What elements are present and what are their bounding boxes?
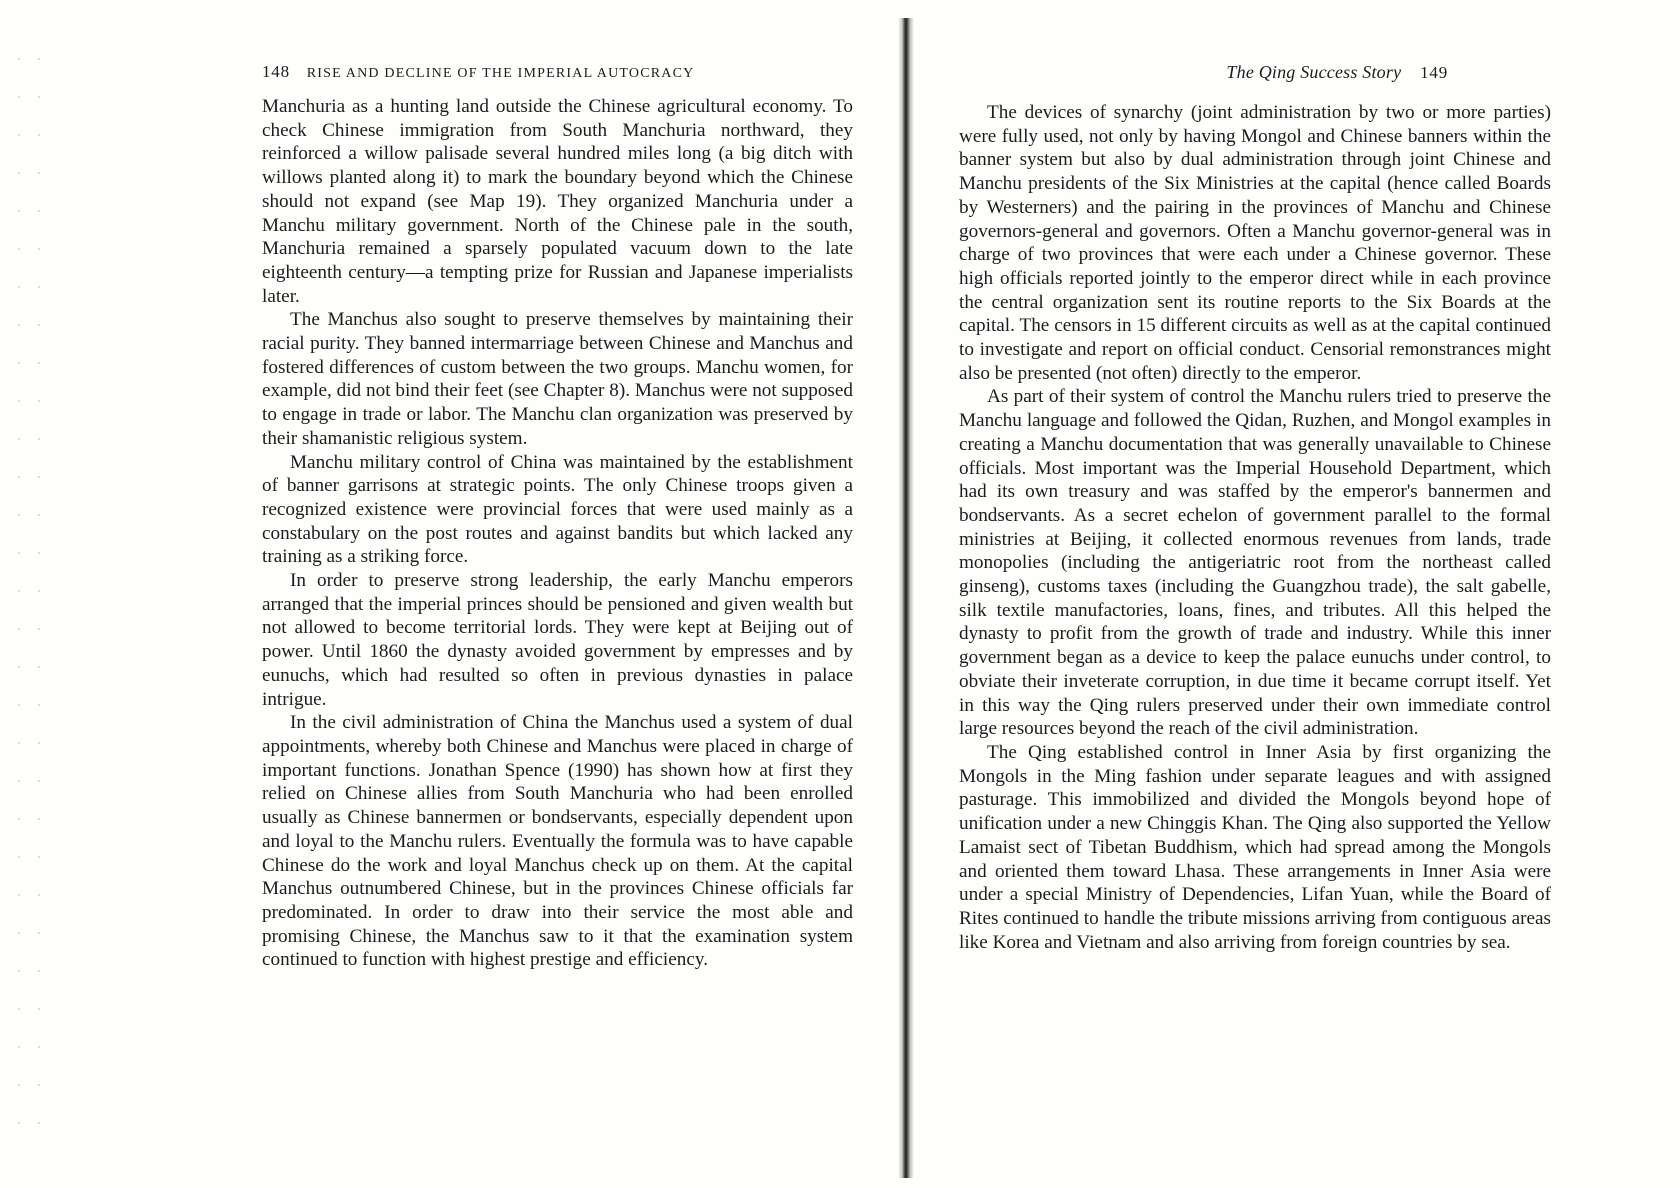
left-running-head bbox=[262, 62, 694, 82]
right-running-title: The Qing Success Story bbox=[1226, 62, 1402, 82]
paragraph: As part of their system of control the Manchu rulers tried to preserve the Manchu language and followed the Qidan, Ruzhen, and Mongol examples in creating a Manchu documentation that was generally unavailable to Chinese officials. Most important was the Imperial Household Department, which had its own treasury and was staffed by the emperor's bannermen and bondservants. As a secret echelon of government parallel to the formal ministries at Beijing, it collected enormous revenues from lands, trade monopolies (including the antigeriatric root from the northeast called ginseng), customs taxes (including the Guangzhou trade), the salt gabelle, silk textile manufactories, loans, fines, and tributes. All this helped the dynasty to profit from the growth of trade and industry. While this inner government began as a device to keep the palace eunuchs under control, to obviate their inveterate corruption, in due time it became corrupt itself. Yet in this way the Qing rulers preserved under their own immediate control large resources beyond the reach of the civil administration. bbox=[959, 386, 1551, 740]
left-text-block bbox=[262, 95, 853, 972]
right-running-head bbox=[1226, 62, 1448, 83]
paragraph: In order to preserve strong leadership, the early Manchu emperors arranged that the imperial princes should be pensioned and given wealth but not allowed to become territorial lords. They were kept at Beijing out of power. Until 1860 the dynasty avoided government by empresses and by eunuchs, which had resulted so often in previous dynasties in palace intrigue. bbox=[262, 570, 853, 710]
paragraph: Manchu military control of China was maintained by the establishment of banner garrisons at strategic points. The only Chinese troops given a recognized existence were provincial forces that were used mainly as a constabulary on the post routes and against bandits but which lacked any training as a striking force. bbox=[262, 451, 853, 568]
left-page-number: 148 bbox=[262, 62, 290, 81]
left-running-title: RISE AND DECLINE OF THE IMPERIAL AUTOCRACY bbox=[306, 66, 695, 81]
paragraph: The Qing established control in Inner Asia by first organizing the Mongols in the Ming fashion under separate leagues and with assigned pasturage. This immobilized and divided the Mongols beyond hope of unification under a new Chinggis Khan. The Qing also supported the Yellow Lamaist sect of Tibetan Buddhism, which had spread among the Mongols and oriented them toward Lhasa. These arrangements in Inner Asia were under a special Ministry of Dependencies, Lifan Yuan, while the Board of Rites continued to handle the tribute missions arriving from contiguous areas like Korea and Vietnam and also arriving from foreign countries by sea. bbox=[959, 741, 1551, 953]
paragraph: The devices of synarchy (joint administration by two or more parties) were fully used, not only by having Mongol and Chinese banners within the banner system but also by dual administration through joint Chinese and Manchu presidents of the Six Ministries at the capital (hence called Boards by Westerners) and the pairing in the provinces of Manchu and Chinese governors-general and governors. Often a Manchu governor-general was in charge of two provinces that were each under a Chinese governor. These high officials reported jointly to the emperor direct while in each province the central organization sent its routine reports to the Six Boards at the capital. The censors in 15 different circuits as well as at the capital continued to investigate and report on official conduct. Censorial remonstrances might also be presented (not often) directly to the emperor. bbox=[959, 102, 1551, 384]
paragraph: The Manchus also sought to preserve themselves by maintaining their racial purity. They banned intermarriage between Chinese and Manchus and fostered differences of custom between the two groups. Manchu women, for example, did not bind their feet (see Chapter 8). Manchus were not supposed to engage in trade or labor. The Manchu clan organization was preserved by their shamanistic religious system. bbox=[262, 309, 853, 449]
paragraph: Manchuria as a hunting land outside the Chinese agricultural economy. To check Chinese immigration from South Manchuria northward, they reinforced a willow palisade several hundred miles long (a big ditch with willows planted along it) to mark the boundary beyond which the Chinese should not expand (see Map 19). They organized Manchuria under a Manchu military government. North of the Chinese pale in the south, Manchuria remained a sparsely populated vacuum down to the late eighteenth century—a tempting prize for Russian and Japanese imperialists later. bbox=[262, 96, 853, 307]
right-text-block bbox=[959, 101, 1551, 954]
paragraph: In the civil administration of China the Manchus used a system of dual appointments, whereby both Chinese and Manchus were placed in charge of important functions. Jonathan Spence (1990) has shown how at first they relied on Chinese allies from South Manchuria who had been enrolled usually as Chinese bannermen or bondservants, especially dependent upon and loyal to the Manchu rulers. Eventually the formula was to have capable Chinese do the work and loyal Manchus check up on them. At the capital Manchus outnumbered Chinese, but in the provinces Chinese officials far predominated. In order to draw into their service the most able and promising Chinese, the Manchus saw to it that the examination system continued to function with highest prestige and efficiency. bbox=[262, 712, 853, 971]
right-page-number: 149 bbox=[1420, 63, 1448, 82]
right-page bbox=[905, 0, 1680, 1188]
